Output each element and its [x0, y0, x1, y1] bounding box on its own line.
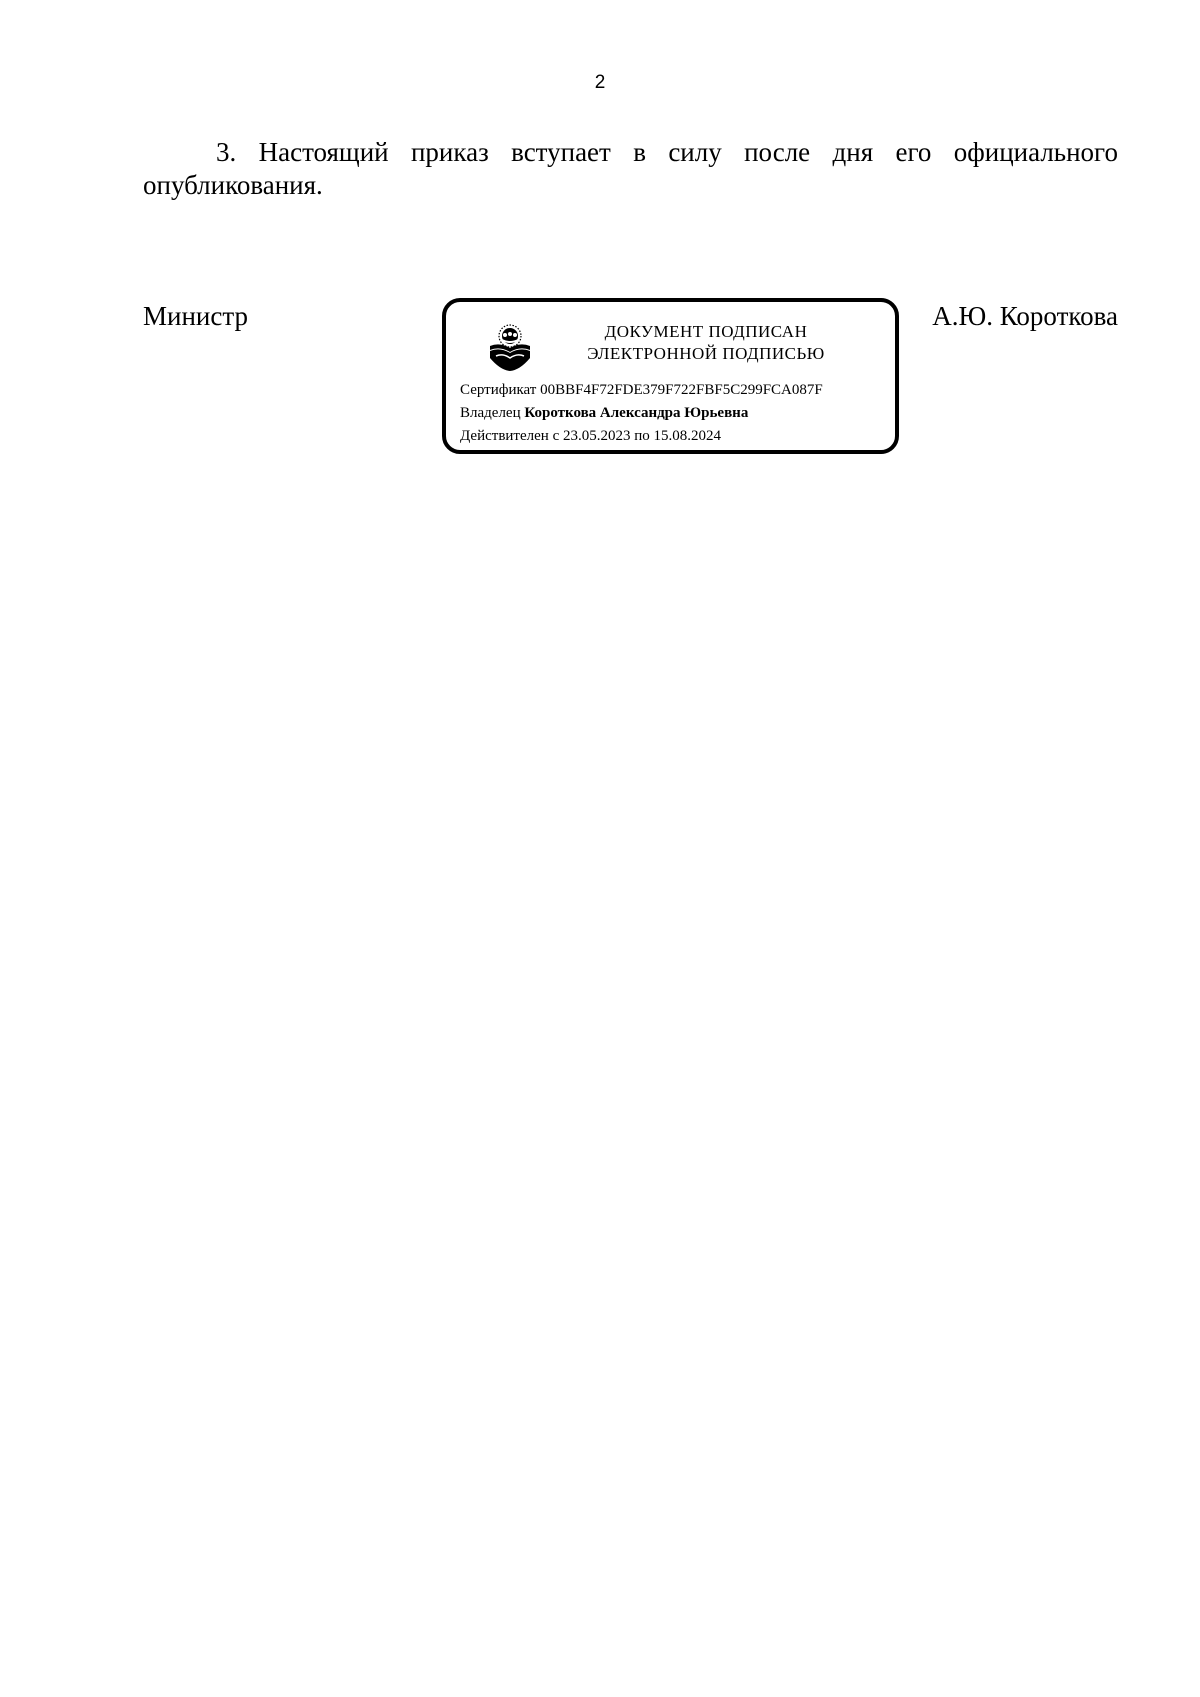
owner-label: Владелец [460, 405, 521, 421]
paragraph-line-1 [143, 136, 1118, 169]
paragraph-word: официального [953, 137, 1118, 167]
stamp-heading-line: ЭЛЕКТРОННОЙ ПОДПИСЬЮ [587, 344, 825, 363]
owner-value: Короткова Александра Юрьевна [524, 405, 749, 421]
stamp-validity-line [460, 426, 721, 446]
paragraph-word: его [895, 137, 932, 167]
electronic-signature-stamp [442, 298, 899, 454]
validity-from-label: с [552, 428, 560, 444]
validity-to-label: по [634, 428, 650, 444]
signatory-name: А.Ю. Короткова [932, 301, 1118, 331]
paragraph-word: вступает [511, 137, 611, 167]
certificate-label: Сертификат [460, 382, 537, 398]
certificate-value: 00BBF4F72FDE379F722FBF5C299FCA087F [540, 382, 823, 398]
stamp-owner-line [460, 403, 748, 423]
stamp-certificate-line [460, 380, 823, 400]
validity-from-date: 23.05.2023 [562, 428, 631, 444]
paragraph-word: силу [668, 137, 722, 167]
validity-to-date: 15.08.2024 [653, 428, 722, 444]
stamp-heading [556, 321, 856, 365]
coat-of-arms-icon [484, 320, 536, 372]
page-number: 2 [594, 72, 606, 93]
stamp-heading-line: ДОКУМЕНТ ПОДПИСАН [604, 322, 808, 341]
paragraph-line-2: опубликования. [143, 170, 323, 200]
paragraph-word: Настоящий [258, 137, 389, 167]
signatory-title: Министр [143, 301, 248, 331]
paragraph-word: после [744, 137, 811, 167]
paragraph-word: в [633, 137, 646, 167]
body-paragraph [143, 136, 1118, 202]
paragraph-word: дня [832, 137, 874, 167]
paragraph-word: 3. [216, 137, 237, 167]
validity-label: Действителен [460, 428, 549, 444]
paragraph-word: приказ [410, 137, 489, 167]
